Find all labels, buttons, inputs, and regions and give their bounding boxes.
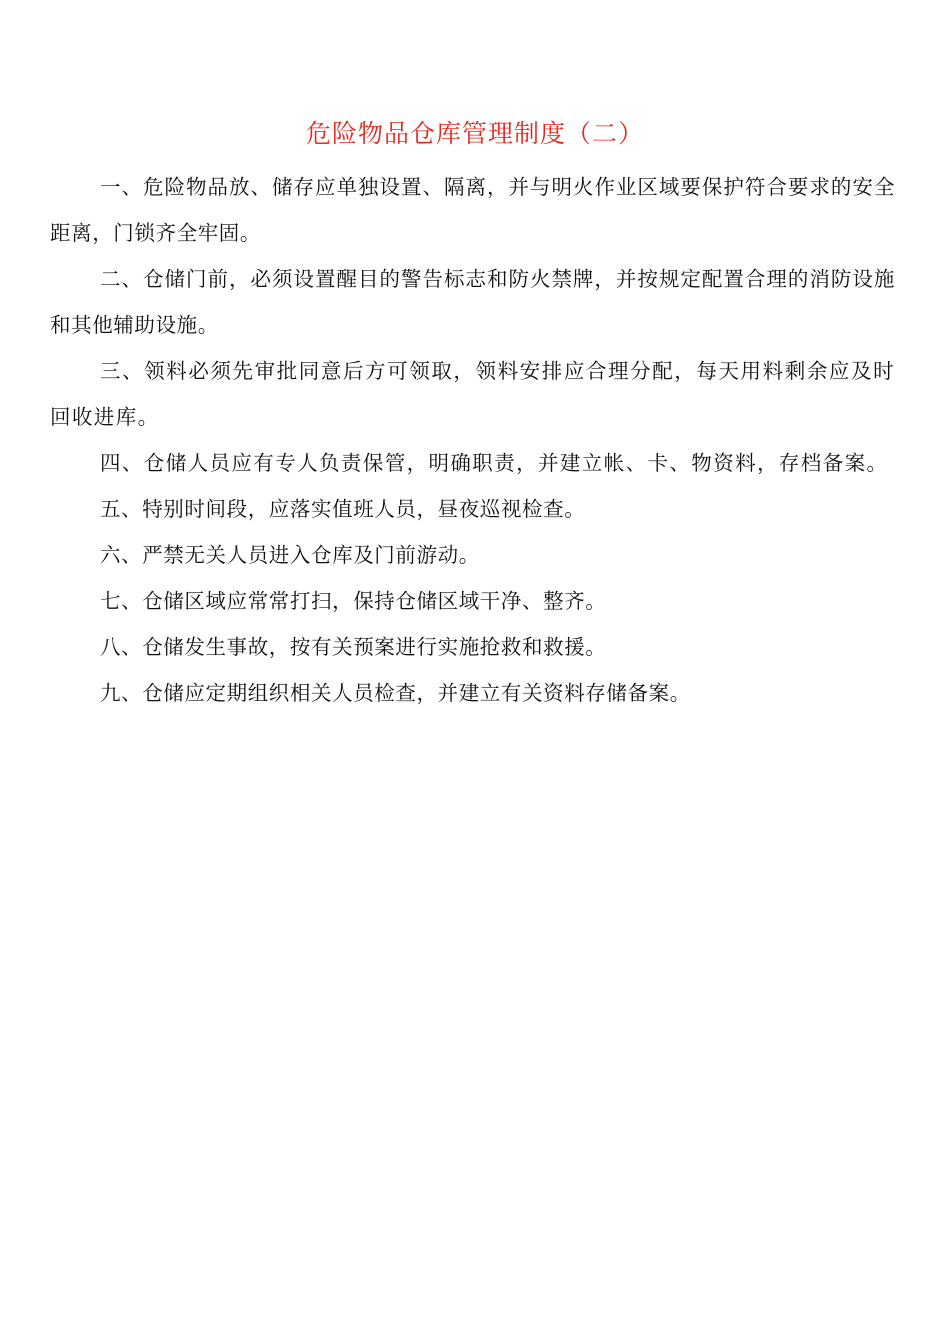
paragraph-1: 一、危险物品放、储存应单独设置、隔离，并与明火作业区域要保护符合要求的安全距离，门锁齐全牢固。 (50, 175, 895, 245)
paragraph-5: 五、特别时间段，应落实值班人员，昼夜巡视检查。 (100, 497, 586, 521)
paragraph-4: 四、仓储人员应有专人负责保管，明确职责，并建立帐、卡、物资料，存档备案。 (100, 451, 889, 475)
paragraph-7: 七、仓储区域应常常打扫，保持仓储区域干净、整齐。 (100, 589, 607, 613)
paragraph-8: 八、仓储发生事故，按有关预案进行实施抢救和救援。 (100, 635, 607, 659)
paragraph-3: 三、领料必须先审批同意后方可领取，领料安排应合理分配，每天用料剩余应及时回收进库。 (50, 359, 895, 429)
paragraph-9: 九、仓储应定期组织相关人员检查，并建立有关资料存储备案。 (100, 681, 691, 705)
page-title: 危险物品仓库管理制度（二） (305, 119, 644, 148)
paragraph-2: 二、仓储门前，必须设置醒目的警告标志和防火禁牌，并按规定配置合理的消防设施和其他辅助设施。 (50, 267, 895, 337)
document-body (50, 164, 895, 716)
paragraph-6: 六、严禁无关人员进入仓库及门前游动。 (100, 543, 480, 567)
